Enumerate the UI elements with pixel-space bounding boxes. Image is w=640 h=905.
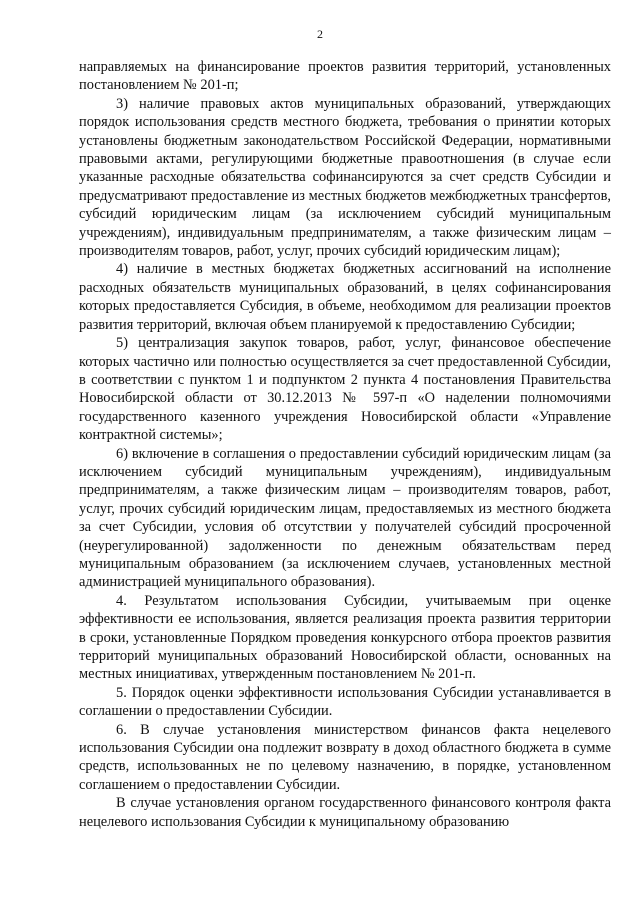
paragraph: 4) наличие в местных бюджетах бюджетных ассигнований на исполнение расходных обязательств муниципальных образований, в целях софинансирования которых предоставляется Субсидия, в объеме, необходимом для реализации проектов развития территорий, включая объем планируемой к предоставлению Субсидии; [79,261,611,333]
page-number: 2 [317,27,323,41]
paragraph: 6) включение в соглашения о предоставлении субсидий юридическим лицам (за исключением субсидий муниципальным учреждениям), индивидуальным предпринимателям, а также физическим лицам – производителям товаров, работ, услуг, прочих субсидий юридическим лицам, предоставляемых из местного бюджета за счет Субсидии, условия об отсутствии у получателей субсидий просроченной (неурегулированной) задолженности по денежным обязательствам перед муниципальным образованием (за исключением случаев, установленных местной администрацией муниципального образования). [79,445,611,591]
paragraph: 5) централизация закупок товаров, работ, услуг, финансовое обеспечение которых частично или полностью осуществляется за счет предоставленной Субсидии, в соответствии с пунктом 1 и подпунктом 2 пункта 4 постановления Правительства Новосибирской области от 30.12.2013 № 597-п «О наделении полномочиями государственного казенного учреждения Новосибирской области «Управление контрактной системы»; [79,335,611,444]
paragraph: направляемых на финансирование проектов развития территорий, установленных постановлением № 201-п; [79,59,611,94]
paragraph: 5. Порядок оценки эффективности использования Субсидии устанавливается в соглашении о предоставлении Субсидии. [79,684,611,720]
paragraph: 6. В случае установления министерством финансов факта нецелевого использования Субсидии она подлежит возврату в доход областного бюджета в сумме средств, использованных не по целевому назначению, в порядке, установленном соглашением о предоставлении Субсидии. [79,721,611,793]
document-body [79,58,611,831]
paragraph: 4. Результатом использования Субсидии, учитываемым при оценке эффективности ее использования, является реализация проекта развития территории в сроки, установленные Порядком проведения конкурсного отбора проектов развития территорий муниципальных образований Новосибирской области, основанных на местных инициативах, утвержденным постановлением № 201-п. [79,592,611,683]
paragraph: В случае установления органом государственного финансового контроля факта нецелевого использования Субсидии к муниципальному образованию [79,795,611,830]
paragraph: 3) наличие правовых актов муниципальных образований, утверждающих порядок использования средств местного бюджета, требования о принятии которых установлены бюджетным законодательством Российской Федерации, нормативными правовыми актами, регулирующими бюджетные правоотношения (в случае если указанные расходные обязательства софинансируются за счет средств Субсидии и предусматривают предоставление из местных бюджетов межбюджетных трансфертов, субсидий юридическим лицам (за исключением субсидий муниципальным учреждениям), индивидуальным предпринимателям, а также физическим лицам – производителям товаров, работ, услуг, прочих субсидий юридическим лицам); [79,95,611,260]
